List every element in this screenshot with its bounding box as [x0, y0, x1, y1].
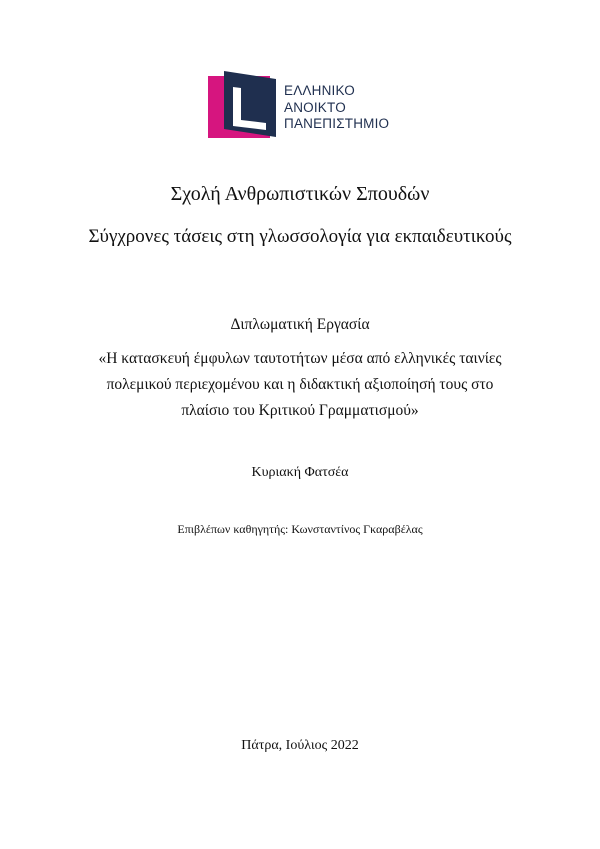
place-date: Πάτρα, Ιούλιος 2022	[241, 738, 359, 753]
thesis-title-line: πλαίσιο του Κριτικού Γραμματισμού»	[181, 402, 419, 419]
logo-wordmark	[284, 83, 389, 133]
thesis-title	[0, 346, 600, 424]
program-name: Σύγχρονες τάσεις στη γλωσσολογία για εκπαιδευτικούς	[88, 226, 512, 247]
thesis-title-line: πολεμικού περιεχομένου και η διδακτική αξιοποίησή τους στο	[106, 376, 494, 393]
logo-line-3: ΠΑΝΕΠΙΣΤΗΜΙΟ	[284, 116, 390, 131]
thesis-title-line: «Η κατασκευή έμφυλων ταυτοτήτων μέσα από ελληνικές ταινίες	[98, 350, 502, 367]
logo-line-1: ΕΛΛΗΝΙΚΟ	[284, 83, 355, 98]
thesis-type: Διπλωματική Εργασία	[230, 316, 370, 333]
university-logo	[206, 71, 396, 143]
author-name: Κυριακή Φατσέα	[251, 465, 349, 480]
logo-line-2: ΑΝΟΙΚΤΟ	[284, 99, 346, 115]
supervisor: Επιβλέπων καθηγητής: Κωνσταντίνος Γκαραβέλας	[177, 522, 423, 536]
university-emblem-icon	[206, 71, 278, 143]
school-name: Σχολή Ανθρωπιστικών Σπουδών	[170, 183, 430, 205]
